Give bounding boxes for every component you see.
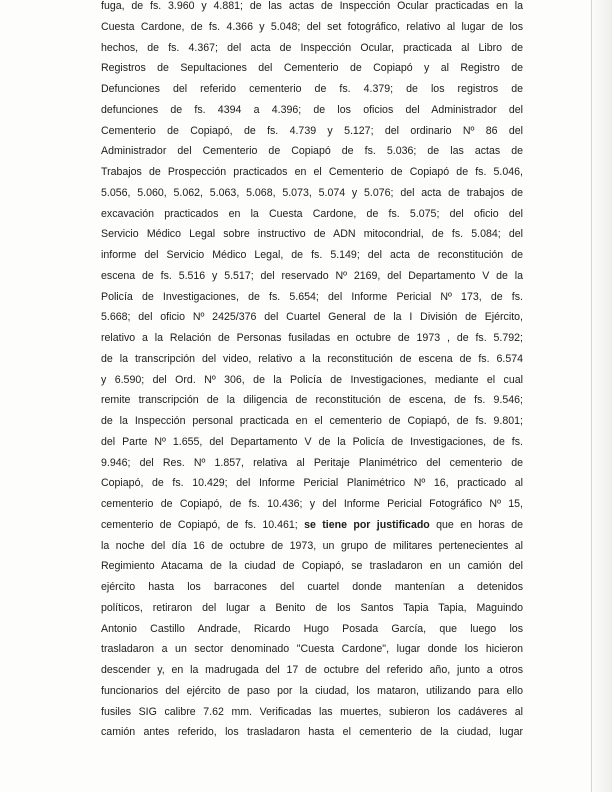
emphasis-text: se tiene por justificado <box>304 518 430 531</box>
text-line: Registros de Sepultaciones del Cementerio de Copiapó y al Registro de <box>101 62 523 75</box>
scan-edge-shadow <box>590 0 612 792</box>
text-line: informe del Servicio Médico Legal, de fs. 5.149; del acta de reconstitución de <box>101 249 523 261</box>
text-line: relativo a la Relación de Personas fusiladas en octubre de 1973 , de fs. 5.792; <box>101 332 523 344</box>
text-line: escena de fs. 5.516 y 5.517; del reservado Nº 2169, del Departamento V de la <box>101 269 523 282</box>
text-line: camión antes referido, los trasladaron hasta el cementerio de la ciudad, lugar <box>101 726 523 739</box>
text-line: cementerio de Copiapó, de fs. 10.436; y del Informe Pericial Fotográfico Nº 15, <box>101 498 523 510</box>
text-line: funcionarios del ejército de paso por la ciudad, los mataron, utilizando para ello <box>101 684 523 697</box>
text-line: Cuesta Cardone, de fs. 4.366 y 5.048; del set fotográfico, relativo al lugar de los <box>101 20 523 33</box>
text-line: trasladaron a un sector denominado "Cuesta Cardone", lugar donde los hicieron <box>101 643 523 656</box>
text-line: Defunciones del referido cementerio de fs. 4.379; de los registros de <box>101 83 523 95</box>
text-line: Cementerio de Copiapó, de fs. 4.739 y 5.127; del ordinario Nº 86 del <box>101 124 523 137</box>
text-line: excavación practicados en la Cuesta Cardone, de fs. 5.075; del oficio del <box>101 207 523 220</box>
text-line: descender y, en la madrugada del 17 de octubre del referido año, junto a otros <box>101 664 523 676</box>
text-line: del Parte Nº 1.655, del Departamento V de la Policía de Investigaciones, de fs. <box>101 435 523 448</box>
text-line: 9.946; del Res. Nº 1.857, relativa al Peritaje Planimétrico del cementerio de <box>101 456 523 469</box>
text-line: remite transcripción de la diligencia de reconstitución de escena, de fs. 9.546; <box>101 394 523 407</box>
text-line: Copiapó, de fs. 10.429; del Informe Pericial Planimétrico Nº 16, practicado al <box>101 477 523 490</box>
text-line: de la transcripción del video, relativo a la reconstitución de escena de fs. 6.574 <box>101 352 523 365</box>
text-line: fusiles SIG calibre 7.62 mm. Verificadas las muertes, subieron los cadáveres al <box>101 705 523 718</box>
text-line: Antonio Castillo Andrade, Ricardo Hugo Posada García, que luego los <box>101 622 523 635</box>
text-line: defunciones de fs. 4394 a 4.396; de los oficios del Administrador del <box>101 103 523 116</box>
text-line: hechos, de fs. 4.367; del acta de Inspección Ocular, practicada al Libro de <box>101 41 523 54</box>
text-line: Policía de Investigaciones, de fs. 5.654; del Informe Pericial Nº 173, de fs. <box>101 290 523 303</box>
text-line: Servicio Médico Legal sobre instructivo de ADN mitocondrial, de fs. 5.084; del <box>101 228 523 241</box>
text-line: Regimiento Atacama de la ciudad de Copiapó, se trasladaron en un camión del <box>101 560 523 573</box>
text-line: políticos, retiraron del lugar a Benito de los Santos Tapia Tapia, Maguindo <box>101 601 523 614</box>
text-line: fuga, de fs. 3.960 y 4.881; de las actas de Inspección Ocular practicadas en la <box>101 0 523 12</box>
text-line: 5.668; del oficio Nº 2425/376 del Cuartel General de la I División de Ejército, <box>101 311 523 324</box>
text-line: ejército hasta los barracones del cuartel donde mantenían a detenidos <box>101 581 523 593</box>
text-line: Trabajos de Prospección practicados en el Cementerio de Copiapó de fs. 5.046, <box>101 166 523 178</box>
body-text <box>101 0 523 743</box>
text-line: la noche del día 16 de octubre de 1973, un grupo de militares pertenecientes al <box>101 539 523 552</box>
text-line: 5.056, 5.060, 5.062, 5.063, 5.068, 5.073, 5.074 y 5.076; del acta de trabajos de <box>101 186 523 199</box>
text-line: de la Inspección personal practicada en el cementerio de Copiapó, de fs. 9.801; <box>101 415 523 427</box>
text-segment: cementerio de Copiapó, de fs. 10.461; <box>101 518 305 531</box>
text-line: Administrador del Cementerio de Copiapó de fs. 5.036; de las actas de <box>101 145 523 158</box>
text-line: y 6.590; del Ord. Nº 306, de la Policía de Investigaciones, mediante el cual <box>101 373 523 386</box>
text-line-with-emphasis <box>101 515 523 536</box>
text-segment: que en horas de <box>429 518 523 531</box>
